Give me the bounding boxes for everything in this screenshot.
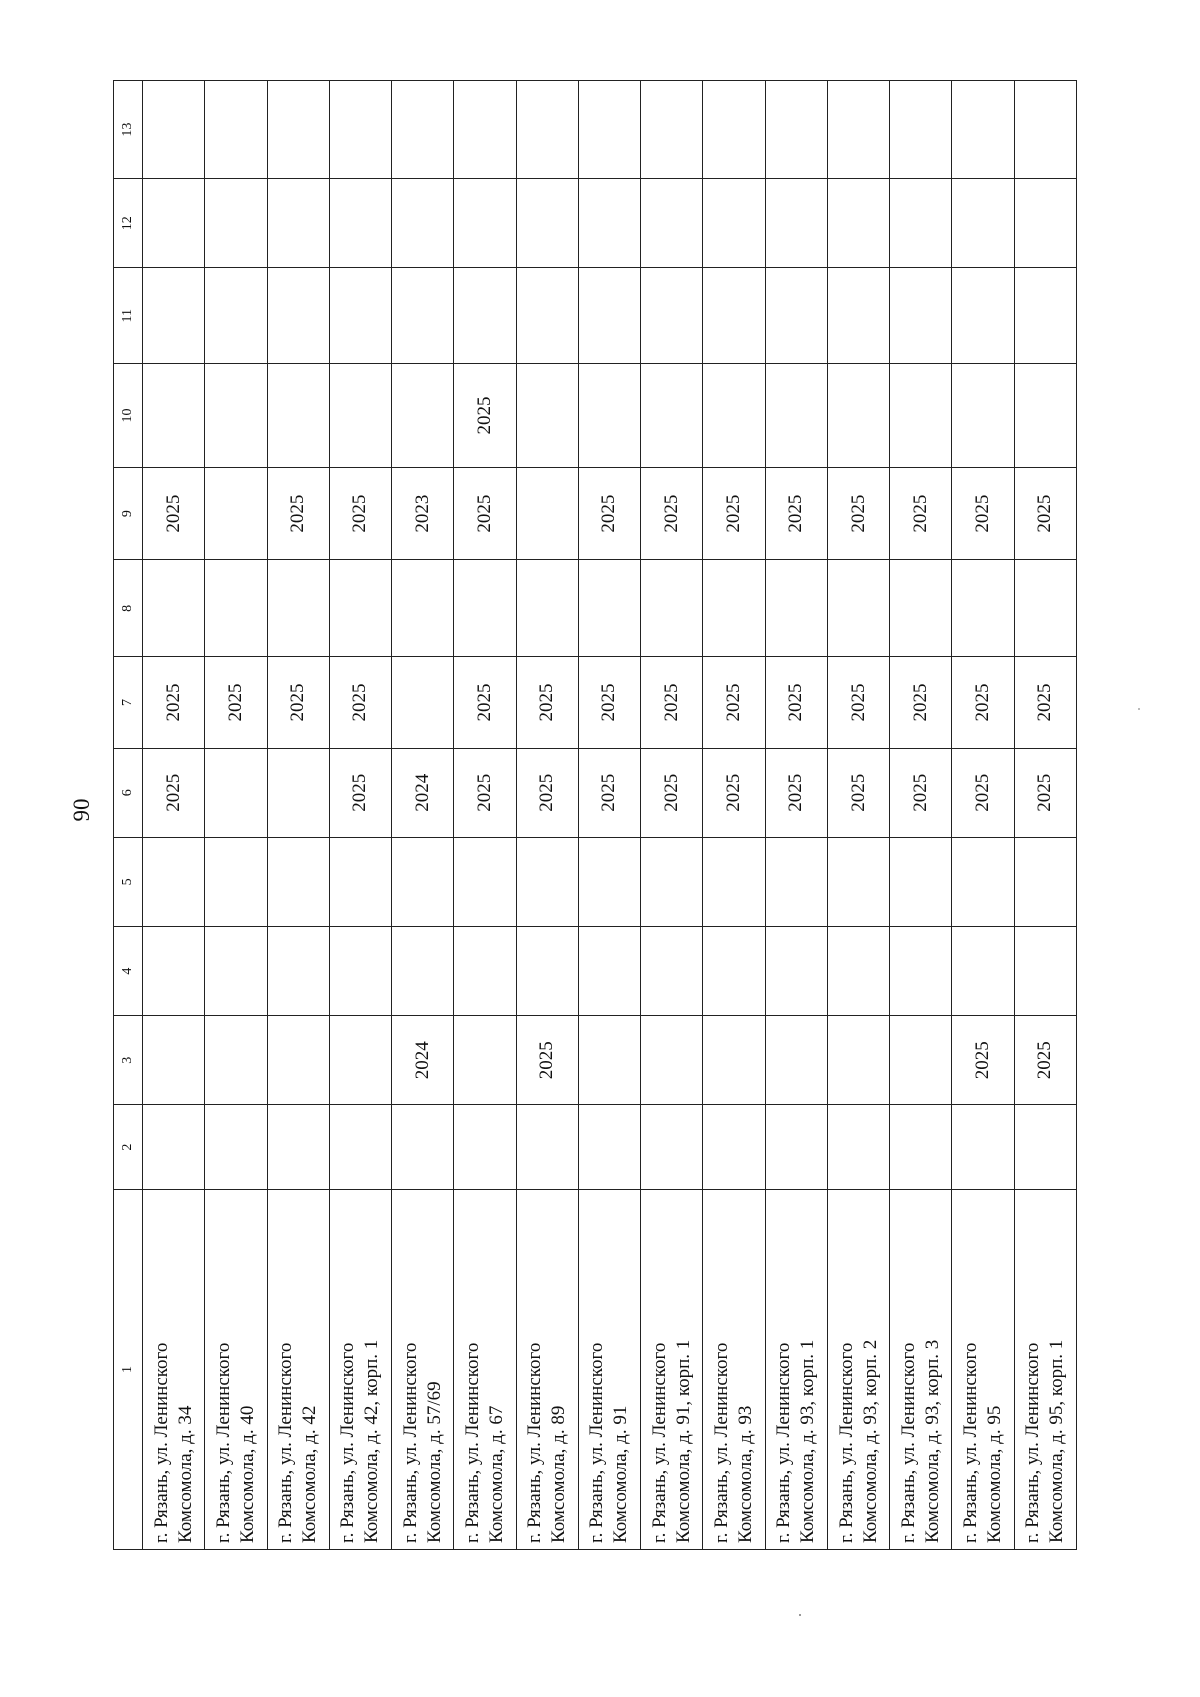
year-cell-col10: 2025	[454, 364, 516, 468]
year-cell-col13	[827, 81, 889, 179]
year-cell-col8	[454, 560, 516, 657]
year-cell-col3: 2025	[952, 1016, 1014, 1105]
year-cell-col3	[454, 1016, 516, 1105]
address-cell	[392, 1190, 454, 1550]
table-body	[143, 81, 1077, 1550]
address-cell	[952, 1190, 1014, 1550]
year-cell-col4	[641, 926, 703, 1015]
year-cell-col2	[703, 1105, 765, 1190]
column-header: 5	[114, 837, 143, 926]
year-cell-col10	[516, 364, 578, 468]
table-row	[454, 81, 516, 1550]
address-line-1: г. Рязань, ул. Ленинского	[897, 1342, 919, 1543]
year-cell-col12	[578, 179, 640, 268]
year-cell-col11	[205, 268, 267, 364]
scan-speck	[799, 1614, 801, 1616]
year-cell-col9: 2025	[827, 467, 889, 560]
year-cell-col11	[952, 268, 1014, 364]
year-cell-col6: 2025	[578, 748, 640, 837]
address-line-2: Комсомола, д. 93, корп. 2	[859, 1339, 881, 1543]
year-cell-col8	[143, 560, 205, 657]
year-cell-col11	[516, 268, 578, 364]
year-cell-col13	[516, 81, 578, 179]
year-cell-col4	[454, 926, 516, 1015]
table-row	[641, 81, 703, 1550]
year-cell-col10	[392, 364, 454, 468]
year-cell-col9: 2025	[143, 467, 205, 560]
year-cell-col12	[205, 179, 267, 268]
year-cell-col6: 2025	[952, 748, 1014, 837]
year-cell-col9: 2025	[578, 467, 640, 560]
address-cell	[267, 1190, 329, 1550]
year-cell-col12	[952, 179, 1014, 268]
address-cell	[641, 1190, 703, 1550]
year-cell-col6	[205, 748, 267, 837]
year-cell-col9: 2025	[703, 467, 765, 560]
year-cell-col11	[578, 268, 640, 364]
address-line-2: Комсомола, д. 91	[610, 1405, 632, 1543]
year-cell-col7: 2025	[516, 657, 578, 748]
year-cell-col7	[392, 657, 454, 748]
year-cell-col3	[703, 1016, 765, 1105]
year-cell-col8	[952, 560, 1014, 657]
schedule-table-rotated	[113, 80, 1077, 1550]
year-cell-col9: 2025	[329, 467, 391, 560]
year-cell-col12	[267, 179, 329, 268]
address-cell	[890, 1190, 952, 1550]
address-line-1: г. Рязань, ул. Ленинского	[835, 1342, 857, 1543]
column-header: 4	[114, 926, 143, 1015]
year-cell-col6: 2025	[765, 748, 827, 837]
year-cell-col13	[890, 81, 952, 179]
column-header: 10	[114, 364, 143, 468]
address-line-2: Комсомола, д. 34	[174, 1405, 196, 1543]
column-header: 6	[114, 748, 143, 837]
year-cell-col4	[143, 926, 205, 1015]
year-cell-col6: 2025	[641, 748, 703, 837]
year-cell-col10	[890, 364, 952, 468]
table-row	[952, 81, 1014, 1550]
address-line-2: Комсомола, д. 40	[236, 1405, 258, 1543]
address-line-1: г. Рязань, ул. Ленинского	[461, 1342, 483, 1543]
year-cell-col10	[267, 364, 329, 468]
year-cell-col4	[205, 926, 267, 1015]
year-cell-col7: 2025	[578, 657, 640, 748]
address-cell	[765, 1190, 827, 1550]
table-row	[516, 81, 578, 1550]
year-cell-col3	[641, 1016, 703, 1105]
year-cell-col4	[392, 926, 454, 1015]
year-cell-col12	[827, 179, 889, 268]
address-line-1: г. Рязань, ул. Ленинского	[1022, 1342, 1044, 1543]
address-line-2: Комсомола, д. 57/69	[423, 1381, 445, 1543]
year-cell-col3: 2024	[392, 1016, 454, 1105]
year-cell-col12	[890, 179, 952, 268]
year-cell-col4	[952, 926, 1014, 1015]
address-line-1: г. Рязань, ул. Ленинского	[524, 1342, 546, 1543]
year-cell-col2	[765, 1105, 827, 1190]
year-cell-col7: 2025	[890, 657, 952, 748]
address-line-2: Комсомола, д. 95	[984, 1405, 1006, 1543]
year-cell-col13	[765, 81, 827, 179]
year-cell-col7: 2025	[205, 657, 267, 748]
year-cell-col5	[267, 837, 329, 926]
year-cell-col9	[205, 467, 267, 560]
address-line-2: Комсомола, д. 91, корп. 1	[672, 1339, 694, 1543]
year-cell-col2	[205, 1105, 267, 1190]
year-cell-col4	[703, 926, 765, 1015]
address-cell	[703, 1190, 765, 1550]
address-line-1: г. Рязань, ул. Ленинского	[399, 1342, 421, 1543]
column-header: 11	[114, 268, 143, 364]
address-line-1: г. Рязань, ул. Ленинского	[150, 1342, 172, 1543]
address-line-2: Комсомола, д. 42	[299, 1405, 321, 1543]
year-cell-col4	[578, 926, 640, 1015]
address-cell	[516, 1190, 578, 1550]
year-cell-col6: 2025	[1014, 748, 1076, 837]
address-line-2: Комсомола, д. 95, корп. 1	[1046, 1339, 1068, 1543]
table-row	[765, 81, 827, 1550]
year-cell-col9: 2023	[392, 467, 454, 560]
column-header: 3	[114, 1016, 143, 1105]
year-cell-col8	[703, 560, 765, 657]
year-cell-col9: 2025	[454, 467, 516, 560]
year-cell-col3	[827, 1016, 889, 1105]
year-cell-col13	[1014, 81, 1076, 179]
year-cell-col7: 2025	[952, 657, 1014, 748]
table-row	[143, 81, 205, 1550]
year-cell-col5	[641, 837, 703, 926]
year-cell-col6: 2025	[329, 748, 391, 837]
year-cell-col11	[329, 268, 391, 364]
year-cell-col8	[267, 560, 329, 657]
year-cell-col12	[143, 179, 205, 268]
year-cell-col10	[703, 364, 765, 468]
year-cell-col7: 2025	[1014, 657, 1076, 748]
year-cell-col4	[890, 926, 952, 1015]
year-cell-col11	[765, 268, 827, 364]
address-line-1: г. Рязань, ул. Ленинского	[275, 1342, 297, 1543]
schedule-table	[113, 80, 1077, 1550]
address-line-1: г. Рязань, ул. Ленинского	[773, 1342, 795, 1543]
year-cell-col5	[329, 837, 391, 926]
year-cell-col9: 2025	[952, 467, 1014, 560]
page-number: 90	[69, 798, 94, 822]
year-cell-col10	[143, 364, 205, 468]
year-cell-col13	[329, 81, 391, 179]
year-cell-col2	[827, 1105, 889, 1190]
year-cell-col5	[952, 837, 1014, 926]
address-line-1: г. Рязань, ул. Ленинского	[586, 1342, 608, 1543]
year-cell-col7: 2025	[703, 657, 765, 748]
year-cell-col11	[1014, 268, 1076, 364]
year-cell-col4	[267, 926, 329, 1015]
address-cell	[143, 1190, 205, 1550]
address-cell	[1014, 1190, 1076, 1550]
year-cell-col2	[329, 1105, 391, 1190]
address-line-1: г. Рязань, ул. Ленинского	[648, 1342, 670, 1543]
address-cell	[578, 1190, 640, 1550]
address-line-1: г. Рязань, ул. Ленинского	[711, 1342, 733, 1543]
column-header: 13	[114, 81, 143, 179]
year-cell-col2	[641, 1105, 703, 1190]
year-cell-col8	[578, 560, 640, 657]
year-cell-col12	[516, 179, 578, 268]
year-cell-col6: 2025	[516, 748, 578, 837]
year-cell-col5	[890, 837, 952, 926]
year-cell-col7: 2025	[641, 657, 703, 748]
year-cell-col8	[516, 560, 578, 657]
year-cell-col9: 2025	[267, 467, 329, 560]
column-header: 7	[114, 657, 143, 748]
year-cell-col6: 2024	[392, 748, 454, 837]
column-header: 2	[114, 1105, 143, 1190]
table-row	[578, 81, 640, 1550]
year-cell-col2	[890, 1105, 952, 1190]
year-cell-col11	[890, 268, 952, 364]
year-cell-col5	[703, 837, 765, 926]
year-cell-col4	[827, 926, 889, 1015]
year-cell-col7: 2025	[143, 657, 205, 748]
year-cell-col13	[392, 81, 454, 179]
column-header: 12	[114, 179, 143, 268]
year-cell-col3: 2025	[516, 1016, 578, 1105]
address-line-2: Комсомола, д. 42, корп. 1	[361, 1339, 383, 1543]
table-row	[267, 81, 329, 1550]
year-cell-col7: 2025	[454, 657, 516, 748]
year-cell-col11	[267, 268, 329, 364]
year-cell-col2	[267, 1105, 329, 1190]
year-cell-col9: 2025	[765, 467, 827, 560]
year-cell-col13	[578, 81, 640, 179]
year-cell-col8	[641, 560, 703, 657]
year-cell-col6: 2025	[703, 748, 765, 837]
year-cell-col12	[765, 179, 827, 268]
address-line-1: г. Рязань, ул. Ленинского	[960, 1342, 982, 1543]
table-row	[329, 81, 391, 1550]
year-cell-col5	[454, 837, 516, 926]
year-cell-col10	[641, 364, 703, 468]
year-cell-col12	[641, 179, 703, 268]
year-cell-col3	[205, 1016, 267, 1105]
year-cell-col4	[329, 926, 391, 1015]
year-cell-col12	[392, 179, 454, 268]
table-row	[703, 81, 765, 1550]
year-cell-col10	[1014, 364, 1076, 468]
year-cell-col9	[516, 467, 578, 560]
year-cell-col2	[392, 1105, 454, 1190]
year-cell-col10	[329, 364, 391, 468]
year-cell-col7: 2025	[765, 657, 827, 748]
address-cell	[827, 1190, 889, 1550]
year-cell-col8	[765, 560, 827, 657]
year-cell-col13	[143, 81, 205, 179]
year-cell-col2	[454, 1105, 516, 1190]
year-cell-col6: 2025	[827, 748, 889, 837]
year-cell-col11	[392, 268, 454, 364]
year-cell-col2	[1014, 1105, 1076, 1190]
year-cell-col12	[329, 179, 391, 268]
year-cell-col11	[703, 268, 765, 364]
year-cell-col5	[392, 837, 454, 926]
year-cell-col5	[143, 837, 205, 926]
year-cell-col2	[143, 1105, 205, 1190]
year-cell-col11	[827, 268, 889, 364]
year-cell-col11	[641, 268, 703, 364]
year-cell-col9: 2025	[1014, 467, 1076, 560]
year-cell-col13	[641, 81, 703, 179]
year-cell-col6	[267, 748, 329, 837]
address-line-2: Комсомола, д. 89	[548, 1405, 570, 1543]
year-cell-col12	[454, 179, 516, 268]
year-cell-col12	[1014, 179, 1076, 268]
year-cell-col11	[143, 268, 205, 364]
year-cell-col3	[267, 1016, 329, 1105]
year-cell-col5	[205, 837, 267, 926]
address-cell	[205, 1190, 267, 1550]
year-cell-col10	[205, 364, 267, 468]
address-line-2: Комсомола, д. 67	[485, 1405, 507, 1543]
year-cell-col8	[827, 560, 889, 657]
table-row	[392, 81, 454, 1550]
year-cell-col2	[952, 1105, 1014, 1190]
year-cell-col3	[890, 1016, 952, 1105]
year-cell-col12	[703, 179, 765, 268]
year-cell-col2	[578, 1105, 640, 1190]
year-cell-col8	[392, 560, 454, 657]
year-cell-col8	[890, 560, 952, 657]
table-row	[890, 81, 952, 1550]
schedule-table-container	[113, 80, 1077, 1550]
address-cell	[454, 1190, 516, 1550]
address-line-1: г. Рязань, ул. Ленинского	[212, 1342, 234, 1543]
year-cell-col3	[765, 1016, 827, 1105]
year-cell-col13	[454, 81, 516, 179]
year-cell-col5	[516, 837, 578, 926]
header-row	[114, 81, 143, 1550]
address-line-2: Комсомола, д. 93	[735, 1405, 757, 1543]
year-cell-col7: 2025	[329, 657, 391, 748]
year-cell-col5	[827, 837, 889, 926]
year-cell-col8	[329, 560, 391, 657]
column-header: 9	[114, 467, 143, 560]
year-cell-col3	[329, 1016, 391, 1105]
year-cell-col13	[703, 81, 765, 179]
year-cell-col2	[516, 1105, 578, 1190]
year-cell-col13	[952, 81, 1014, 179]
year-cell-col9: 2025	[890, 467, 952, 560]
year-cell-col13	[205, 81, 267, 179]
year-cell-col10	[952, 364, 1014, 468]
year-cell-col6: 2025	[143, 748, 205, 837]
address-line-1: г. Рязань, ул. Ленинского	[337, 1342, 359, 1543]
year-cell-col7: 2025	[267, 657, 329, 748]
scan-speck	[1138, 708, 1140, 710]
address-line-2: Комсомола, д. 93, корп. 3	[921, 1339, 943, 1543]
year-cell-col6: 2025	[890, 748, 952, 837]
year-cell-col6: 2025	[454, 748, 516, 837]
column-header: 1	[114, 1190, 143, 1550]
year-cell-col9: 2025	[641, 467, 703, 560]
year-cell-col11	[454, 268, 516, 364]
year-cell-col3	[578, 1016, 640, 1105]
year-cell-col10	[765, 364, 827, 468]
address-line-2: Комсомола, д. 93, корп. 1	[797, 1339, 819, 1543]
year-cell-col8	[1014, 560, 1076, 657]
year-cell-col13	[267, 81, 329, 179]
column-header: 8	[114, 560, 143, 657]
year-cell-col3: 2025	[1014, 1016, 1076, 1105]
year-cell-col5	[765, 837, 827, 926]
year-cell-col4	[516, 926, 578, 1015]
year-cell-col5	[1014, 837, 1076, 926]
table-row	[205, 81, 267, 1550]
table-row	[827, 81, 889, 1550]
year-cell-col7: 2025	[827, 657, 889, 748]
address-cell	[329, 1190, 391, 1550]
year-cell-col5	[578, 837, 640, 926]
year-cell-col4	[765, 926, 827, 1015]
year-cell-col8	[205, 560, 267, 657]
table-row	[1014, 81, 1076, 1550]
year-cell-col3	[143, 1016, 205, 1105]
year-cell-col10	[578, 364, 640, 468]
year-cell-col4	[1014, 926, 1076, 1015]
year-cell-col10	[827, 364, 889, 468]
